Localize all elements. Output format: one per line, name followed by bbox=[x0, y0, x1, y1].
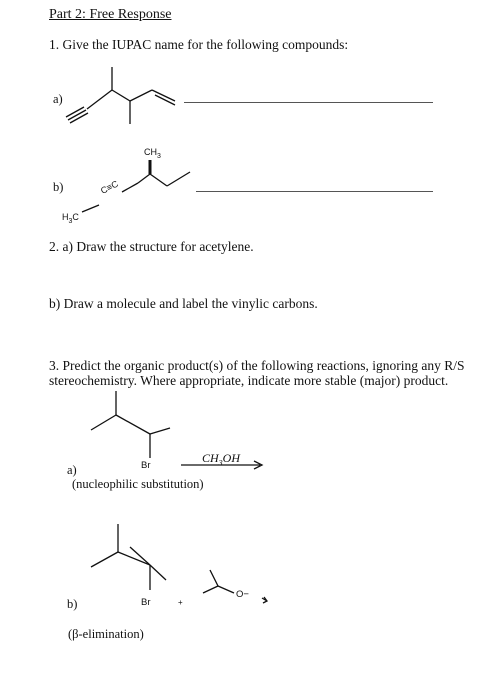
triple-bond-label: C≡C bbox=[99, 178, 120, 196]
structure-1a bbox=[66, 67, 175, 124]
h3c-label: $H_3C$ bbox=[62, 212, 79, 225]
reaction-type-3a: (nucleophilic substitution) bbox=[72, 477, 204, 491]
structure-3a bbox=[91, 391, 262, 469]
question-3a-label: a) bbox=[67, 463, 77, 477]
question-3-prompt-line1: 3. Predict the organic product(s) of the following reactions, ignoring any R/S bbox=[49, 358, 465, 373]
question-1-prompt: 1. Give the IUPAC name for the following compounds: bbox=[49, 37, 349, 52]
bromine-label-3a: Br bbox=[141, 460, 151, 471]
structure-3b bbox=[91, 524, 267, 603]
question-1a-label: a) bbox=[53, 92, 63, 106]
alkoxide-label: O− bbox=[236, 589, 249, 600]
ch3-label: $CH_3$ bbox=[144, 147, 161, 160]
question-2b-prompt: b) Draw a molecule and label the vinylic carbons. bbox=[49, 296, 318, 311]
page-title: Part 2: Free Response bbox=[49, 7, 172, 22]
question-2a-prompt: 2. a) Draw the structure for acetylene. bbox=[49, 239, 254, 254]
reagent-methanol: $CH_3OH$ bbox=[202, 451, 241, 468]
plus-sign: + bbox=[178, 598, 183, 607]
structure-1b bbox=[82, 160, 190, 212]
bromine-label-3b: Br bbox=[141, 597, 151, 608]
question-1b-label: b) bbox=[53, 180, 64, 194]
question-3b-label: b) bbox=[67, 597, 78, 611]
reaction-type-3b: (β-elimination) bbox=[68, 627, 144, 641]
question-3-prompt-line2: stereochemistry. Where appropriate, indicate more stable (major) product. bbox=[49, 373, 449, 388]
